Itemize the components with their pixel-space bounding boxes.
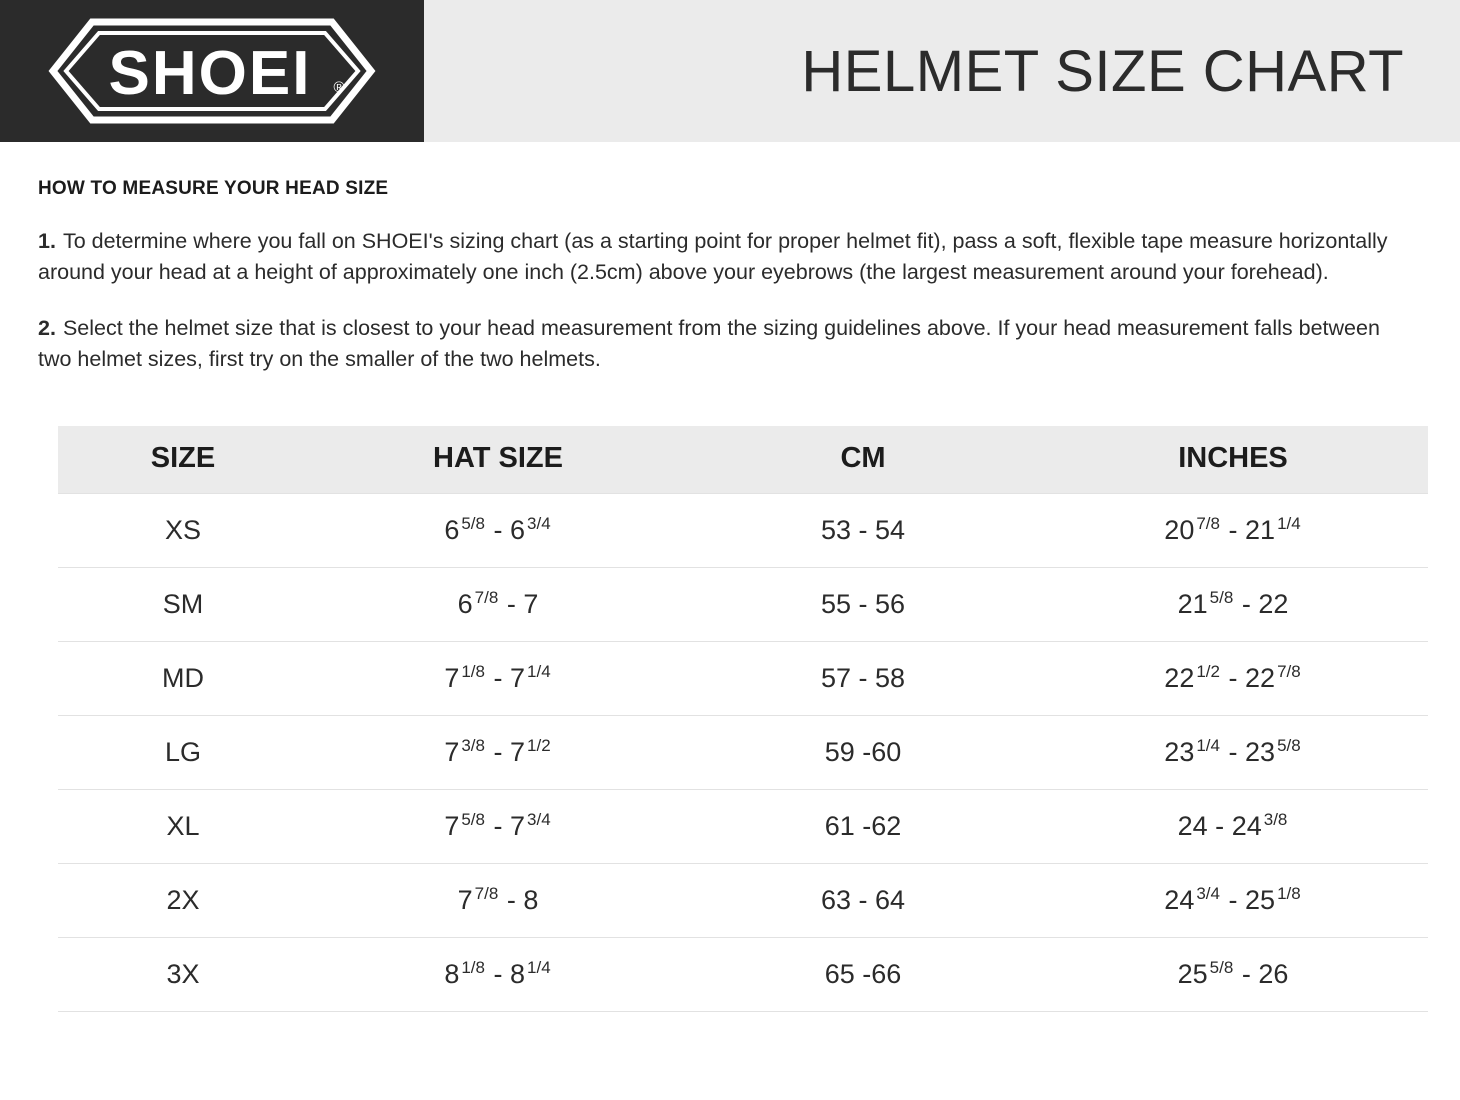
cell-size: XS: [58, 494, 308, 568]
range-separator: -: [493, 810, 503, 841]
step-2-number: 2.: [38, 316, 56, 341]
cell-hat-size: [308, 790, 688, 864]
measure-value-end: 7: [510, 736, 526, 767]
fraction-end: 1/8: [1277, 883, 1301, 903]
cell-hat-size: [308, 938, 688, 1012]
cell-size: 2X: [58, 864, 308, 938]
content-area: [0, 178, 1460, 1012]
column-header-size: SIZE: [58, 426, 308, 494]
cell-cm: 61 -62: [688, 790, 1038, 864]
fraction-end: 7/8: [1277, 661, 1301, 681]
measure-value-start: 6: [444, 514, 460, 545]
column-header-inches: INCHES: [1038, 426, 1428, 494]
measure-value-end: 23: [1245, 736, 1276, 767]
measure-value-start: 7: [457, 884, 473, 915]
fraction-start: 5/8: [1209, 957, 1234, 977]
fraction-start: 7/8: [1196, 513, 1220, 533]
cell-inches: [1038, 716, 1428, 790]
table-row: [58, 790, 1428, 864]
measure-value-start: 6: [457, 588, 473, 619]
cell-hat-size: [308, 716, 688, 790]
range-separator: -: [1228, 736, 1238, 767]
fraction-start: 3/4: [1196, 883, 1220, 903]
cell-inches: [1038, 864, 1428, 938]
instruction-step-2: [38, 313, 1398, 374]
cell-size: XL: [58, 790, 308, 864]
range-separator: -: [1215, 810, 1225, 841]
range-separator: -: [493, 662, 503, 693]
table-row: [58, 494, 1428, 568]
range-separator: -: [1241, 958, 1251, 989]
svg-text:®: ®: [333, 79, 345, 96]
range-separator: -: [1241, 588, 1251, 619]
measure-value-end: 25: [1245, 884, 1276, 915]
measure-value-start: 7: [444, 736, 460, 767]
measure-value-end: 6: [510, 514, 526, 545]
fraction-end: 5/8: [1277, 735, 1301, 755]
measure-value-start: 22: [1164, 662, 1195, 693]
page-title: HELMET SIZE CHART: [801, 38, 1404, 104]
cell-inches: [1038, 568, 1428, 642]
measure-value-start: 7: [444, 810, 460, 841]
fraction-end: 1/4: [1277, 513, 1301, 533]
table-header: [58, 426, 1428, 494]
table-header-row: [58, 426, 1428, 494]
fraction-start: 5/8: [461, 809, 485, 829]
fraction-end: 3/4: [527, 809, 551, 829]
fraction-start: 1/2: [1196, 661, 1220, 681]
measure-value-end: 21: [1245, 514, 1276, 545]
measure-value-start: 24: [1164, 884, 1195, 915]
shoei-logo-block: [0, 0, 424, 142]
table-row: [58, 568, 1428, 642]
table-row: [58, 716, 1428, 790]
fraction-end: 3/4: [527, 513, 551, 533]
measure-value-start: 24: [1177, 810, 1208, 841]
measure-value-start: 7: [444, 662, 460, 693]
fraction-start: 1/4: [1196, 735, 1220, 755]
page-header: [0, 0, 1460, 142]
measure-value-end: 7: [523, 588, 539, 619]
measure-value-start: 20: [1164, 514, 1195, 545]
table-row: [58, 864, 1428, 938]
svg-text:SHOEI: SHOEI: [108, 39, 312, 108]
measure-value-end: 7: [510, 662, 526, 693]
fraction-end: 1/4: [527, 661, 551, 681]
measure-value-end: 24: [1231, 810, 1262, 841]
measure-value-start: 23: [1164, 736, 1195, 767]
measure-value-end: 8: [510, 958, 526, 989]
instruction-step-1: [38, 226, 1398, 287]
column-header-cm: CM: [688, 426, 1038, 494]
fraction-end: 3/8: [1263, 809, 1288, 829]
range-separator: -: [1228, 514, 1238, 545]
range-separator: -: [1228, 884, 1238, 915]
measure-value-end: 22: [1245, 662, 1276, 693]
step-1-number: 1.: [38, 229, 56, 253]
cell-cm: 65 -66: [688, 938, 1038, 1012]
header-title-wrap: [424, 0, 1460, 142]
fraction-end: 1/2: [527, 735, 551, 755]
range-separator: -: [506, 588, 516, 619]
cell-hat-size: [308, 864, 688, 938]
range-separator: -: [493, 736, 503, 767]
measure-value-end: 7: [510, 810, 526, 841]
cell-size: LG: [58, 716, 308, 790]
table-body: [58, 494, 1428, 1012]
fraction-start: 5/8: [1209, 587, 1234, 607]
range-separator: -: [1228, 662, 1238, 693]
fraction-start: 1/8: [461, 957, 485, 977]
cell-cm: 59 -60: [688, 716, 1038, 790]
fraction-end: 1/4: [527, 957, 551, 977]
measure-value-end: 22: [1258, 588, 1289, 619]
size-table-wrap: [58, 426, 1402, 1012]
cell-cm: 63 - 64: [688, 864, 1038, 938]
cell-size: MD: [58, 642, 308, 716]
cell-inches: [1038, 938, 1428, 1012]
cell-inches: [1038, 790, 1428, 864]
helmet-size-table: [58, 426, 1428, 1012]
column-header-hat: HAT SIZE: [308, 426, 688, 494]
measure-value-end: 8: [523, 884, 539, 915]
fraction-start: 7/8: [474, 587, 499, 607]
fraction-start: 5/8: [461, 513, 485, 533]
table-row: [58, 642, 1428, 716]
cell-hat-size: [308, 642, 688, 716]
cell-cm: 55 - 56: [688, 568, 1038, 642]
measure-value-end: 26: [1258, 958, 1289, 989]
cell-hat-size: [308, 568, 688, 642]
cell-size: SM: [58, 568, 308, 642]
fraction-start: 7/8: [474, 883, 499, 903]
measure-value-start: 21: [1177, 588, 1208, 619]
table-row: [58, 938, 1428, 1012]
step-2-text: Select the helmet size that is closest to your head measurement from the sizing guidelines above. If your head measurement falls between two helmet sizes, first try on the smaller of the two helmets.: [38, 316, 1380, 371]
fraction-start: 1/8: [461, 661, 485, 681]
measure-value-start: 8: [444, 958, 460, 989]
cell-inches: [1038, 494, 1428, 568]
measure-value-start: 25: [1177, 958, 1208, 989]
cell-size: 3X: [58, 938, 308, 1012]
step-1-text: To determine where you fall on SHOEI's sizing chart (as a starting point for proper helmet fit), pass a soft, flexible tape measure horizontally around your head at a height of approximately one inch (2.5cm) above your eyebrows (the largest measurement around your forehead).: [38, 229, 1388, 284]
cell-cm: 53 - 54: [688, 494, 1038, 568]
shoei-logo-icon: [47, 16, 377, 126]
range-separator: -: [493, 514, 503, 545]
cell-inches: [1038, 642, 1428, 716]
cell-hat-size: [308, 494, 688, 568]
range-separator: -: [506, 884, 516, 915]
cell-cm: 57 - 58: [688, 642, 1038, 716]
fraction-start: 3/8: [461, 735, 485, 755]
range-separator: -: [493, 958, 503, 989]
section-heading: HOW TO MEASURE YOUR HEAD SIZE: [38, 178, 389, 199]
